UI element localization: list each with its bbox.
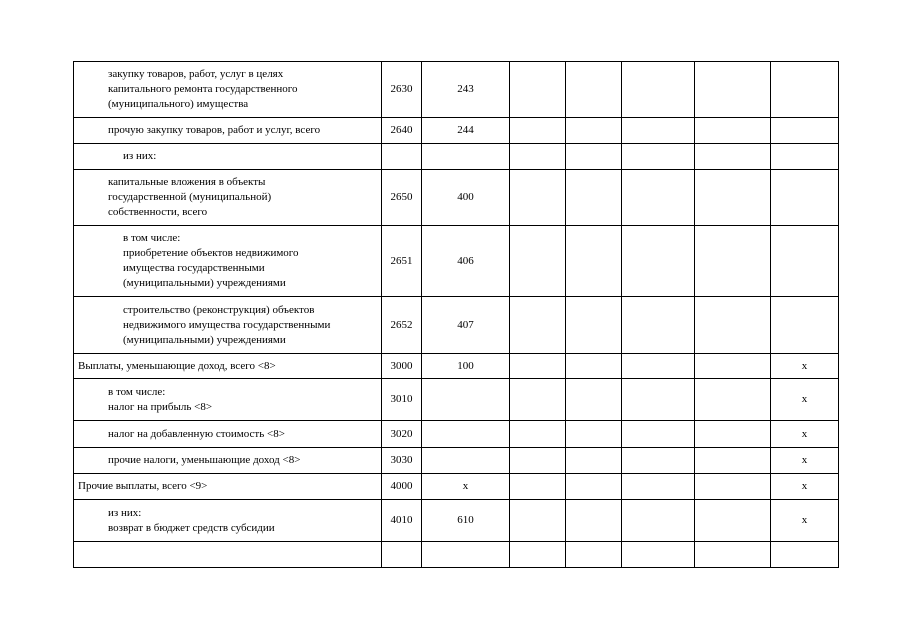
row-name-line: закупку товаров, работ, услуг в целях [108,68,284,80]
row-kbk-cell: 610 [422,500,510,542]
row-value-cell [510,297,566,354]
row-last-cell: x [771,354,839,379]
row-kbk-cell [422,144,510,170]
table-row [74,144,839,170]
row-name-cell [74,500,382,542]
row-name-cell [74,118,382,144]
row-name-line: собственности, всего [108,206,208,218]
table-row [74,118,839,144]
row-value-cell [622,379,695,421]
row-value-cell [566,542,622,568]
row-code-cell: 3020 [382,421,422,448]
row-value-cell [566,474,622,500]
row-kbk-cell [422,542,510,568]
row-last-cell [771,144,839,170]
table-row [74,379,839,421]
row-value-cell [622,170,695,226]
row-last-cell: x [771,500,839,542]
row-last-cell [771,62,839,118]
row-last-cell [771,297,839,354]
row-code-cell: 3010 [382,379,422,421]
payments-table [73,61,839,568]
row-value-cell [566,448,622,474]
row-last-cell [771,226,839,297]
row-name-line: государственной (муниципальной) [108,191,272,203]
row-name-line: Прочие выплаты, всего <9> [78,480,208,492]
row-kbk-cell [422,448,510,474]
row-name-cell [74,144,382,170]
table-row [74,421,839,448]
row-code-cell: 2651 [382,226,422,297]
row-value-cell [566,500,622,542]
row-last-cell: x [771,448,839,474]
row-name-cell [74,379,382,421]
row-name-line: налог на прибыль <8> [108,400,213,413]
row-kbk-cell: 100 [422,354,510,379]
row-value-cell [566,354,622,379]
row-last-cell: x [771,421,839,448]
row-code-cell: 3000 [382,354,422,379]
row-value-cell [566,421,622,448]
row-name-line: Выплаты, уменьшающие доход, всего <8> [78,359,276,372]
row-name-line: (муниципального) имущества [108,98,249,110]
row-value-cell [510,500,566,542]
table-row [74,500,839,542]
table-row [74,62,839,118]
row-name-cell [74,62,382,118]
row-value-cell [695,542,771,568]
row-code-cell: 2652 [382,297,422,354]
row-value-cell [566,118,622,144]
row-value-cell [510,354,566,379]
table-row [74,542,839,568]
row-value-cell [695,474,771,500]
row-code-cell: 3030 [382,448,422,474]
row-value-cell [695,297,771,354]
row-value-cell [566,226,622,297]
row-kbk-cell [422,421,510,448]
row-value-cell [510,144,566,170]
row-code-cell: 2640 [382,118,422,144]
table-row [74,448,839,474]
row-value-cell [510,170,566,226]
row-name-cell [74,226,382,297]
row-value-cell [622,474,695,500]
table-body [74,62,839,568]
row-name-line: из них: [108,506,142,519]
row-value-cell [622,144,695,170]
row-value-cell [622,354,695,379]
row-kbk-cell: 243 [422,62,510,118]
row-value-cell [510,62,566,118]
row-name-line: капитального ремонта государственного [108,83,298,95]
row-kbk-cell: 400 [422,170,510,226]
row-name-line: имущества государственными [123,262,265,274]
row-name-cell [74,542,382,568]
row-name-line: прочую закупку товаров, работ и услуг, всего [108,124,321,136]
row-code-cell [382,542,422,568]
row-value-cell [510,474,566,500]
row-name-cell [74,170,382,226]
row-value-cell [622,500,695,542]
row-kbk-cell: x [422,474,510,500]
row-name-line: (муниципальными) учреждениями [123,333,286,346]
row-value-cell [510,542,566,568]
row-value-cell [695,118,771,144]
row-kbk-cell: 407 [422,297,510,354]
row-kbk-cell [422,379,510,421]
row-kbk-cell: 244 [422,118,510,144]
row-last-cell [771,170,839,226]
row-value-cell [695,500,771,542]
row-value-cell [510,421,566,448]
row-last-cell: x [771,474,839,500]
row-value-cell [622,62,695,118]
row-name-line: прочие налоги, уменьшающие доход <8> [108,454,301,466]
table-row [74,354,839,379]
row-code-cell [382,144,422,170]
row-value-cell [566,62,622,118]
row-value-cell [695,62,771,118]
row-code-cell: 4000 [382,474,422,500]
row-value-cell [622,542,695,568]
row-last-cell [771,118,839,144]
row-code-cell: 2630 [382,62,422,118]
row-value-cell [622,297,695,354]
row-name-line: из них: [123,150,157,162]
row-name-line: (муниципальными) учреждениями [123,277,286,289]
table-row [74,226,839,297]
row-value-cell [566,297,622,354]
row-value-cell [695,170,771,226]
row-name-line: в том числе: [108,385,166,398]
row-value-cell [510,118,566,144]
table-row [74,297,839,354]
row-name-line: капитальные вложения в объекты [108,176,266,188]
table-row [74,170,839,226]
row-value-cell [695,354,771,379]
row-value-cell [510,448,566,474]
table-row [74,474,839,500]
row-value-cell [622,448,695,474]
row-value-cell [566,379,622,421]
row-last-cell [771,542,839,568]
row-name-line: приобретение объектов недвижимого [123,247,299,259]
row-value-cell [622,118,695,144]
row-name-line: недвижимого имущества государственными [123,318,331,331]
row-name-line: в том числе: [123,232,181,244]
row-code-cell: 4010 [382,500,422,542]
row-name-cell [74,297,382,354]
row-value-cell [566,170,622,226]
row-last-cell: x [771,379,839,421]
row-value-cell [695,421,771,448]
row-value-cell [566,144,622,170]
row-code-cell: 2650 [382,170,422,226]
row-value-cell [510,379,566,421]
row-name-line: налог на добавленную стоимость <8> [108,427,285,440]
row-value-cell [622,421,695,448]
row-value-cell [695,226,771,297]
row-name-line: строительство (реконструкция) объектов [123,303,315,316]
row-name-cell [74,421,382,448]
row-name-line: возврат в бюджет средств субсидии [108,521,275,534]
row-kbk-cell: 406 [422,226,510,297]
row-value-cell [622,226,695,297]
row-name-cell [74,474,382,500]
row-name-cell [74,448,382,474]
row-value-cell [695,144,771,170]
row-value-cell [695,379,771,421]
row-name-cell [74,354,382,379]
row-value-cell [695,448,771,474]
row-value-cell [510,226,566,297]
